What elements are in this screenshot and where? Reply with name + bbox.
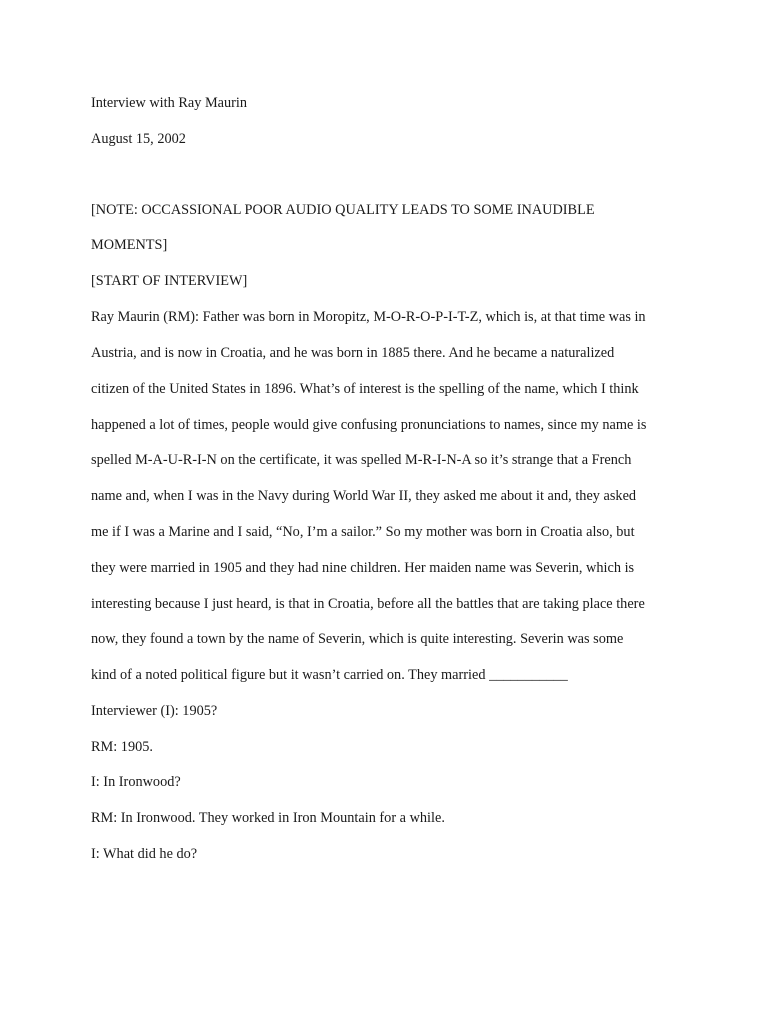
paragraph-line: kind of a noted political figure but it wasn’t carried on. They married ___________ (91, 667, 568, 683)
paragraph-line: me if I was a Marine and I said, “No, I’m a sailor.” So my mother was born in Croatia also, but (91, 524, 635, 540)
note-line-2: MOMENTS] (91, 237, 168, 253)
paragraph-line: Ray Maurin (RM): Father was born in Moropitz, M-O-R-O-P-I-T-Z, which is, at that time was in (91, 309, 646, 325)
document-date: August 15, 2002 (91, 131, 186, 147)
document-title: Interview with Ray Maurin (91, 95, 248, 111)
exchange-line: Interviewer (I): 1905? (91, 703, 218, 719)
exchange-line: I: What did he do? (91, 846, 198, 862)
paragraph-line: interesting because I just heard, is that in Croatia, before all the battles that are taking place there (91, 596, 645, 612)
paragraph-line: Austria, and is now in Croatia, and he was born in 1885 there. And he became a naturalized (91, 345, 615, 361)
exchange-line: I: In Ironwood? (91, 774, 181, 790)
paragraph-line: now, they found a town by the name of Severin, which is quite interesting. Severin was some (91, 631, 624, 647)
paragraph-line: they were married in 1905 and they had nine children. Her maiden name was Severin, which is (91, 560, 635, 576)
paragraph-line: citizen of the United States in 1896. What’s of interest is the spelling of the name, which I think (91, 381, 639, 397)
exchange-line: RM: 1905. (91, 739, 153, 755)
exchange-line: RM: In Ironwood. They worked in Iron Mountain for a while. (91, 810, 445, 826)
paragraph-line: spelled M-A-U-R-I-N on the certificate, it was spelled M-R-I-N-A so it’s strange that a French (91, 452, 632, 468)
start-marker: [START OF INTERVIEW] (91, 273, 248, 289)
paragraph-line: happened a lot of times, people would give confusing pronunciations to names, since my name is (91, 417, 647, 433)
note-line-1: [NOTE: OCCASSIONAL POOR AUDIO QUALITY LEADS TO SOME INAUDIBLE (91, 202, 595, 218)
paragraph-line: name and, when I was in the Navy during World War II, they asked me about it and, they asked (91, 488, 637, 504)
